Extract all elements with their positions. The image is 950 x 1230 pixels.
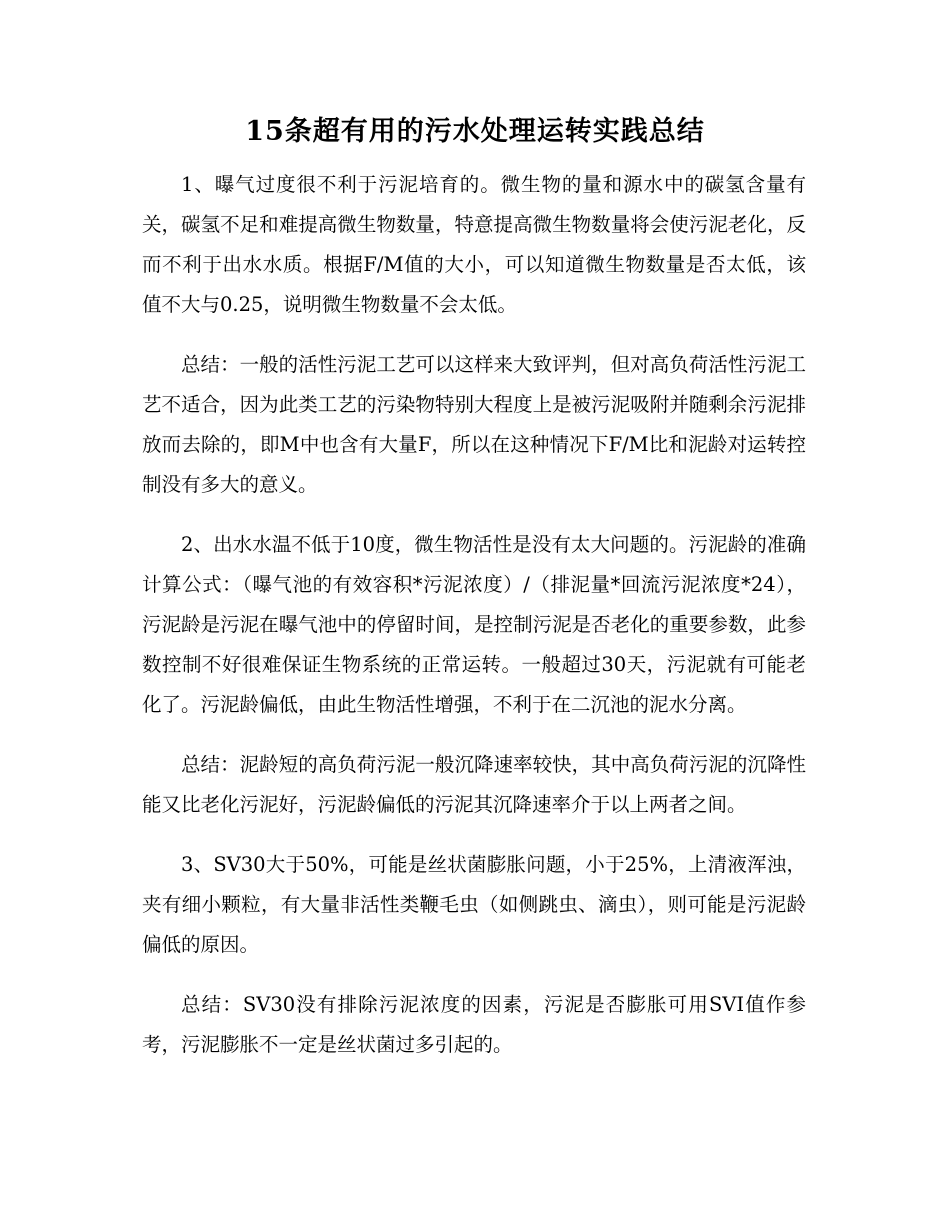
paragraph-2: 2、出水水温不低于10度，微生物活性是没有太大问题的。污泥龄的准确计算公式：（曝气池的有效容积*污泥浓度）/（排泥量*回流污泥浓度*24），污泥龄是污泥在曝气池中的停留时间，是控制污泥是否老化的重要参数，此参数控制不好很难保证生物系统的正常运转。一般超过30天，污泥就有可能老化了。污泥龄偏低，由此生物活性增强，不利于在二沉池的泥水分离。 (142, 533, 806, 716)
paragraph-summary-2: 总结：泥龄短的高负荷污泥一般沉降速率较快，其中高负荷污泥的沉降性能又比老化污泥好，污泥龄偏低的污泥其沉降速率介于以上两者之间。 (142, 753, 806, 816)
paragraph-3: 3、SV30大于50%，可能是丝状菌膨胀问题，小于25%，上清液浑浊，夹有细小颗粒，有大量非活性类鞭毛虫（如侧跳虫、滴虫），则可能是污泥龄偏低的原因。 (142, 853, 806, 956)
document-title: 15条超有用的污水处理运转实践总结 (245, 116, 705, 147)
paragraph-summary-1: 总结：一般的活性污泥工艺可以这样来大致评判，但对高负荷活性污泥工艺不适合，因为此类工艺的污染物特别大程度上是被污泥吸附并随剩余污泥排放而去除的，即M中也含有大量F，所以在这种情况下F/M比和泥龄对运转控制没有多大的意义。 (142, 353, 806, 496)
paragraph-1: 1、曝气过度很不利于污泥培育的。微生物的量和源水中的碳氢含量有关，碳氢不足和难提高微生物数量，特意提高微生物数量将会使污泥老化，反而不利于出水水质。根据F/M值的大小，可以知道微生物数量是否太低，该值不大与0.25，说明微生物数量不会太低。 (142, 173, 806, 316)
paragraph-summary-3: 总结：SV30没有排除污泥浓度的因素，污泥是否膨胀可用SVI值作参考，污泥膨胀不一定是丝状菌过多引起的。 (142, 993, 806, 1056)
document-body (142, 165, 806, 1085)
